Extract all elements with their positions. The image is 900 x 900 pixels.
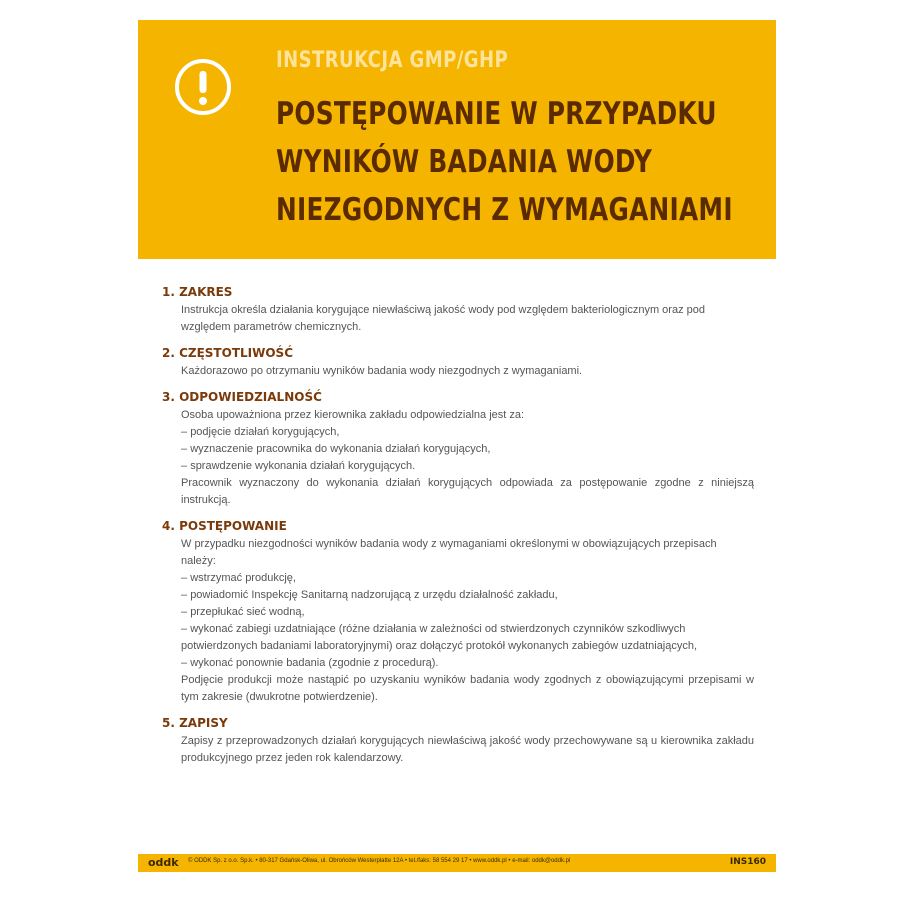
- section-body: [181, 536, 754, 706]
- list-item: – wyznaczenie pracownika do wykonania działań korygujących,: [181, 441, 754, 458]
- paragraph: Każdorazowo po otrzymaniu wyników badania wody niezgodnych z wymaganiami.: [181, 365, 583, 377]
- section-scope: [162, 284, 754, 336]
- section-responsibility: [162, 389, 754, 509]
- document-subtitle: INSTRUKCJA GMP/GHP: [276, 48, 509, 73]
- paragraph: Podjęcie produkcji może nastąpić po uzyskaniu wyników badania wody zgodnych z obowiązującymi przepisami w tym zakresie (dwukrotne potwierdzenie).: [181, 674, 754, 703]
- list-item: – powiadomić Inspekcję Sanitarną nadzorującą z urzędu działalność zakładu,: [181, 587, 754, 604]
- footer-contact: © ODDK Sp. z o.o. Sp.k. • 80-317 Gdańsk-Oliwa, ul. Obrońców Westerplatte 12A • tel./faks: 58 554 29 17 • www.oddk.pl • e-mail: oddk@oddk.pl: [188, 858, 571, 864]
- document-code: INS160: [729, 857, 766, 867]
- section-heading: 4. POSTĘPOWANIE: [162, 519, 287, 533]
- section-heading: 1. ZAKRES: [162, 285, 233, 299]
- paragraph: Instrukcja określa działania korygujące niewłaściwą jakość wody pod względem bakteriologicznym oraz pod względem parametrów chemicznych.: [181, 304, 705, 333]
- title-line: NIEZGODNYCH Z WYMAGANIAMI: [276, 192, 733, 228]
- list-item: – podjęcie działań korygujących,: [181, 424, 754, 441]
- paragraph: Zapisy z przeprowadzonych działań korygujących niewłaściwą jakość wody przechowywane są u kierownika zakładu produkcyjnego przez jeden rok kalendarzowy.: [181, 735, 754, 764]
- section-body: [181, 363, 754, 380]
- section-heading: 2. CZĘSTOTLIWOŚĆ: [162, 346, 294, 360]
- list-item: – sprawdzenie wykonania działań korygujących.: [181, 458, 754, 475]
- exclamation-circle-icon: [174, 58, 232, 116]
- section-frequency: [162, 345, 754, 380]
- section-heading: 5. ZAPISY: [162, 716, 228, 730]
- list-item: – wykonać zabiegi uzdatniające (różne działania w zależności od stwierdzonych czynników szkodliwych potwierdzonych badaniami laboratoryjnymi) oraz dołączyć protokół wykonanych zabiegów uzdatniających,: [181, 621, 754, 655]
- section-body: [181, 407, 754, 509]
- publisher-logo: oddk: [148, 856, 179, 869]
- title-line: POSTĘPOWANIE W PRZYPADKU: [276, 96, 717, 132]
- paragraph: Osoba upoważniona przez kierownika zakładu odpowiedzialna jest za:: [181, 409, 525, 421]
- instruction-sheet: [138, 20, 776, 882]
- section-records: [162, 715, 754, 767]
- bullet-list: [181, 570, 754, 672]
- section-procedure: [162, 518, 754, 706]
- document-title: [276, 90, 733, 234]
- paragraph: W przypadku niezgodności wyników badania wody z wymaganiami określonymi w obowiązujących przepisach należy:: [181, 538, 717, 567]
- section-body: [181, 302, 754, 336]
- section-heading: 3. ODPOWIEDZIALNOŚĆ: [162, 390, 322, 404]
- paragraph: Pracownik wyznaczony do wykonania działań korygujących odpowiada za postępowanie zgodne z niniejszą instrukcją.: [181, 477, 754, 506]
- document-body: [162, 284, 754, 776]
- section-body: [181, 733, 754, 767]
- bullet-list: [181, 424, 754, 475]
- list-item: – przepłukać sieć wodną,: [181, 604, 754, 621]
- header-banner: [138, 20, 776, 259]
- list-item: – wstrzymać produkcję,: [181, 570, 754, 587]
- title-line: WYNIKÓW BADANIA WODY: [276, 144, 653, 180]
- list-item: – wykonać ponownie badania (zgodnie z procedurą).: [181, 655, 754, 672]
- footer-bar: [138, 854, 776, 872]
